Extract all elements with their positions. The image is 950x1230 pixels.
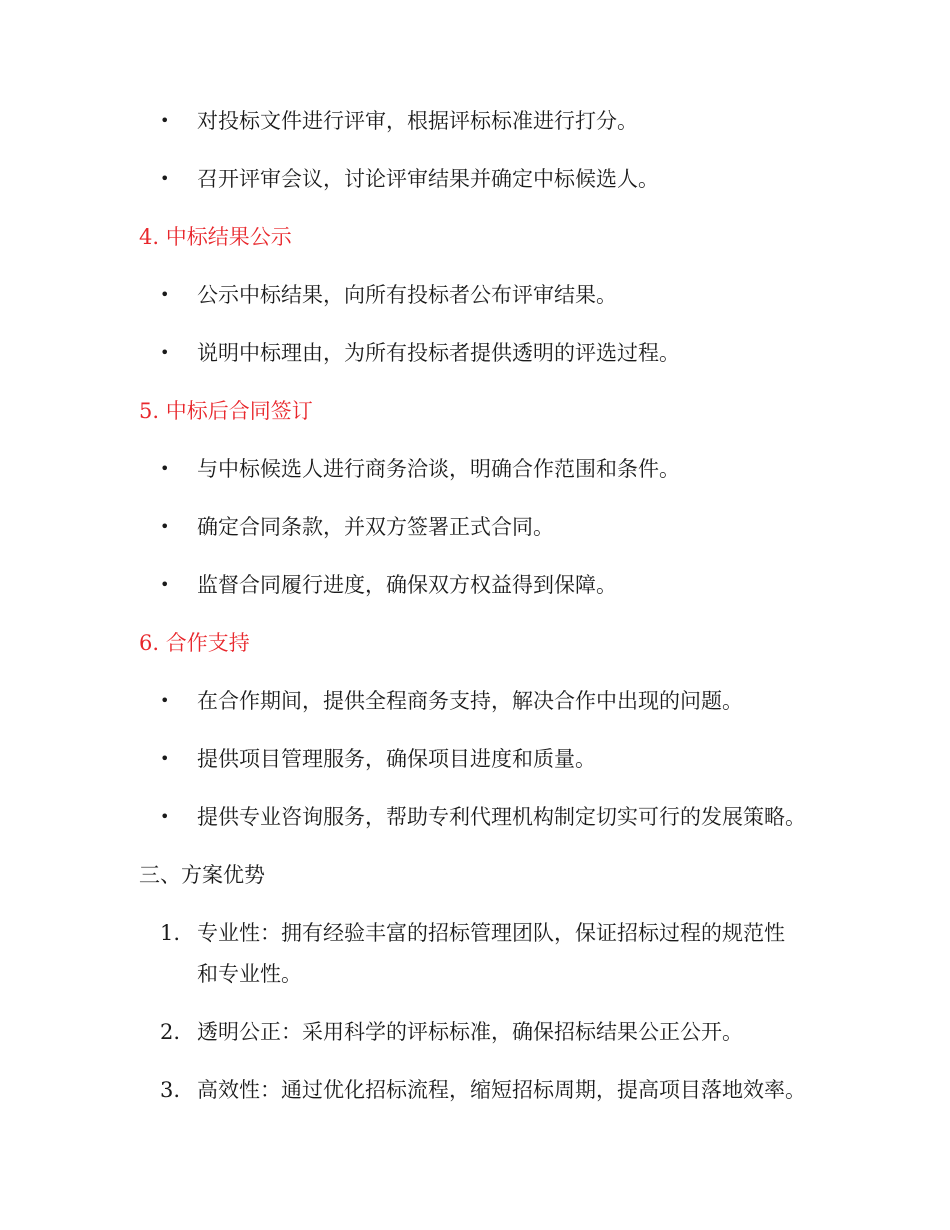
bullet-icon: • [160, 749, 170, 768]
item-text: 透明公正：采用科学的评标标准，确保招标结果公正公开。 [197, 1020, 743, 1044]
item-text-continued: 和专业性。 [197, 962, 302, 986]
item-number: 1. [160, 921, 181, 945]
bullet-icon: • [160, 575, 170, 594]
bullet-icon: • [160, 111, 170, 130]
list-item-text: 在合作期间，提供全程商务支持，解决合作中出现的问题。 [197, 689, 743, 713]
bullet-icon: • [160, 517, 170, 536]
list-item-text: 说明中标理由，为所有投标者提供透明的评选过程。 [197, 341, 680, 365]
advantages-title: 三、方案优势 [139, 863, 265, 887]
item-text: 专业性：拥有经验丰富的招标管理团队，保证招标过程的规范性 [197, 921, 785, 945]
list-item-text: 与中标候选人进行商务洽谈，明确合作范围和条件。 [197, 457, 680, 481]
bullet-icon: • [160, 807, 170, 826]
list-item-text: 监督合同履行进度，确保双方权益得到保障。 [197, 573, 617, 597]
item-number: 2. [160, 1020, 181, 1044]
section-5-heading: 5. 中标后合同签订 [139, 399, 313, 423]
bullet-icon: • [160, 459, 170, 478]
section-4-heading: 4. 中标结果公示 [139, 225, 292, 249]
list-item-text: 提供专业咨询服务，帮助专利代理机构制定切实可行的发展策略。 [197, 805, 806, 829]
list-item-text: 召开评审会议，讨论评审结果并确定中标候选人。 [197, 167, 659, 191]
bullet-icon: • [160, 343, 170, 362]
list-item-text: 对投标文件进行评审，根据评标标准进行打分。 [197, 109, 638, 133]
item-text: 高效性：通过优化招标流程，缩短招标周期，提高项目落地效率。 [197, 1078, 806, 1102]
item-number: 3. [160, 1078, 181, 1102]
list-item-text: 提供项目管理服务，确保项目进度和质量。 [197, 747, 596, 771]
list-item-text: 确定合同条款，并双方签署正式合同。 [197, 515, 554, 539]
bullet-icon: • [160, 691, 170, 710]
bullet-icon: • [160, 285, 170, 304]
section-6-heading: 6. 合作支持 [139, 631, 250, 655]
list-item-text: 公示中标结果，向所有投标者公布评审结果。 [197, 283, 617, 307]
bullet-icon: • [160, 169, 170, 188]
